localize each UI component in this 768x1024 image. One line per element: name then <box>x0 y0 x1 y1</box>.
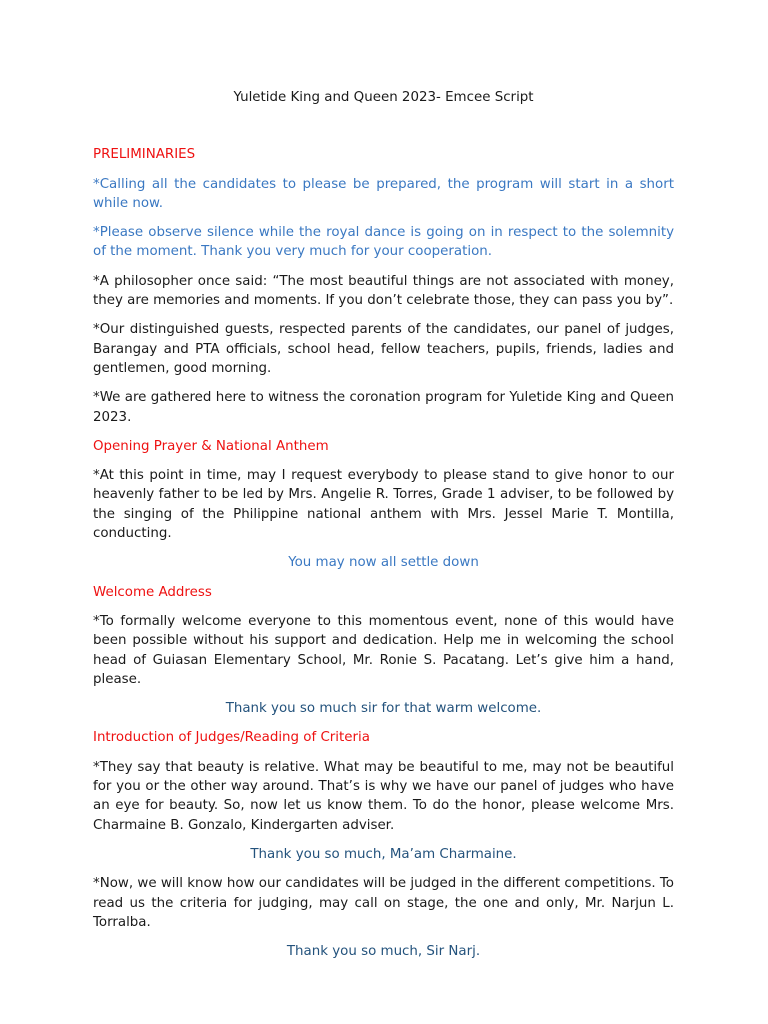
paragraph-philosopher-quote: *A philosopher once said: “The most beautiful things are not associated with money, they are memories and moments. If you don’t celebrate those, they can pass you by”. <box>93 273 674 309</box>
section-heading-judges: Introduction of Judges/Reading of Criteria <box>93 730 370 746</box>
section-heading-preliminaries: PRELIMINARIES <box>93 147 196 163</box>
document-title: Yuletide King and Queen 2023- Emcee Script <box>233 90 534 105</box>
note-thank-you-charmaine: Thank you so much, Ma’am Charmaine. <box>250 846 517 862</box>
note-settle-down: You may now all settle down <box>288 555 479 571</box>
section-heading-opening-prayer: Opening Prayer & National Anthem <box>93 438 329 454</box>
paragraph-judges-intro: *They say that beauty is relative. What may be beautiful to me, may not be beautiful for you or the other way around. That’s is why we have our panel of judges who have an eye for beauty. So, now let us know them. To do the honor, please welcome Mrs. Charmaine B. Gonzalo, Kindergarten adviser. <box>93 759 674 833</box>
paragraph-welcome-address: *To formally welcome everyone to this momentous event, none of this would have been possible without his support and dedication. Help me in welcoming the school head of Guiasan Elementary School, Mr. Ronie S. Pacatang. Let’s give him a hand, please. <box>93 613 674 687</box>
note-thank-you-narj: Thank you so much, Sir Narj. <box>286 944 481 960</box>
note-thank-you-welcome: Thank you so much sir for that warm welcome. <box>225 701 542 717</box>
document-page <box>93 88 674 971</box>
section-heading-welcome-address: Welcome Address <box>93 584 212 600</box>
paragraph-candidates-call: *Calling all the candidates to please be prepared, the program will start in a short while now. <box>93 176 674 211</box>
paragraph-gathered: *We are gathered here to witness the coronation program for Yuletide King and Queen 2023. <box>93 390 674 425</box>
paragraph-criteria: *Now, we will know how our candidates will be judged in the different competitions. To read us the criteria for judging, may call on stage, the one and only, Mr. Narjun L. Torralba. <box>93 876 674 930</box>
paragraph-observe-silence: *Please observe silence while the royal dance is going on in respect to the solemnity of the moment. Thank you very much for your cooperation. <box>93 225 674 260</box>
paragraph-opening-prayer: *At this point in time, may I request everybody to please stand to give honor to our heavenly father to be led by Mrs. Angelie R. Torres, Grade 1 adviser, to be followed by the singing of the Philippine national anthem with Mrs. Jessel Marie T. Montilla, conducting. <box>93 468 674 542</box>
paragraph-greetings: *Our distinguished guests, respected parents of the candidates, our panel of judges, Barangay and PTA officials, school head, fellow teachers, pupils, friends, ladies and gentlemen, good morning. <box>93 322 674 376</box>
